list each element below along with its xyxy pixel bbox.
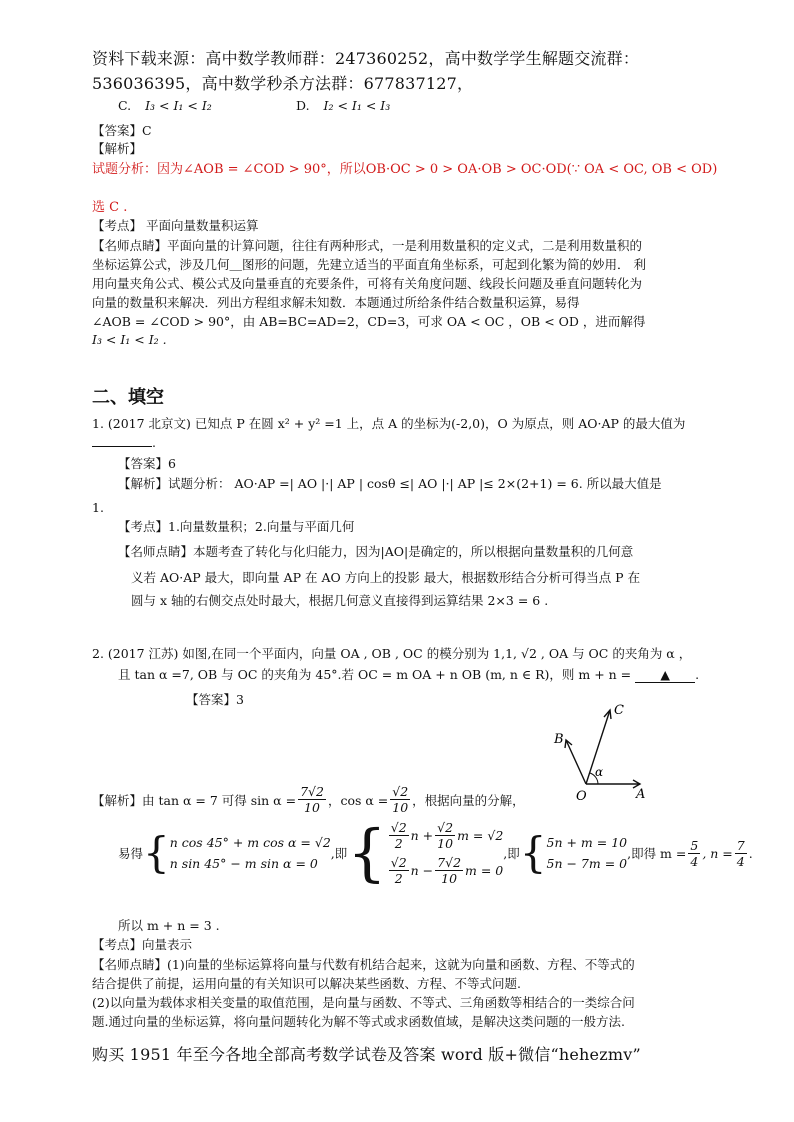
prev-kaodian: 【考点】 平面向量数量积运算	[92, 218, 259, 233]
prev-dianjing-1: 【名师点睛】平面向量的计算问题，往往有两种形式，一是利用数量积的定义式，二是利用数量积的	[92, 238, 643, 253]
sys1-row1: n cos 45° + m cos α = √2	[169, 835, 331, 850]
sys2-r1-f2d: 10	[437, 836, 454, 851]
q2-analysis-line	[92, 784, 525, 815]
system-2	[387, 820, 504, 886]
sys2-r2-end: m = 0	[465, 863, 504, 878]
sys2-r1-frac1	[389, 820, 409, 851]
prev-analysis-tag: 【解析】	[92, 141, 143, 156]
prev-answer: 【答案】C	[92, 123, 152, 138]
q2-answer: 【答案】3	[186, 692, 244, 707]
sys2-r2-f1n: √2	[390, 855, 407, 870]
sys3-row1: 5n + m = 10	[546, 835, 628, 850]
option-d-text: I₂ < I₁ < I₃	[323, 98, 391, 113]
q1-dianjing-3: 圆与 x 轴的右侧交点处时最大，根据几何意义直接得到运算结果 2×3 = 6 .	[131, 593, 549, 608]
sys2-r1-f1n: √2	[390, 820, 407, 835]
q2-analysis-b: ，cos α =	[327, 792, 389, 808]
option-c-text: I₃ < I₁ < I₂	[145, 98, 212, 113]
q1-stem: 1. (2017 北京文) 已知点 P 在圆 x² + y² =1 上，点 A 的坐标为(-2,0)，O 为原点，则 AO·AP 的最大值为	[92, 416, 686, 431]
brace-1: {	[143, 828, 170, 877]
q2-dianjing-2: 结合提供了前提，运用向量的有关知识可以解决某些函数、方程、不等式问题.	[92, 976, 521, 991]
q1-dianjing-1: 【名师点睛】本题考查了转化与化归能力，因为|AO|是确定的，所以根据向量数量积的几何意	[118, 544, 634, 559]
m-num: 5	[690, 837, 699, 853]
ji-2: ,即	[503, 846, 520, 861]
label-a: A	[636, 787, 646, 802]
sys2-r2-mid: n −	[410, 863, 434, 878]
vector-ob	[566, 740, 586, 784]
q2-analysis-c: ，根据向量的分解，	[412, 792, 525, 808]
q2-dianjing-3: (2)以向量为载体求相关变量的取值范围，是向量与函数、不等式、三角函数等相结合的一类综合问	[92, 995, 635, 1010]
footer-text: 购买 1951 年至今各地全部高考数学试卷及答案 word 版+微信“hehezmv”	[92, 1045, 641, 1064]
cos-frac	[390, 784, 410, 815]
q2-dianjing-4: 题.通过向量的坐标运算，将向量问题转化为解不等式或求函数值域，是解决这类问题的一般方法.	[92, 1014, 625, 1029]
q1-dianjing-2: 义若 AO·AP 最大，即向量 AP 在 AO 方向上的投影 最大，根据数形结合分析可得当点 P 在	[131, 570, 641, 585]
n-num: 7	[736, 837, 745, 853]
sys3-row2: 5n − 7m = 0	[546, 856, 628, 871]
sys2-r2-f2d: 10	[441, 871, 458, 886]
sys1-row2: n sin 45° − m sin α = 0	[169, 856, 318, 871]
q2-result: 所以 m + n = 3 .	[118, 918, 220, 933]
n-den: 4	[736, 853, 745, 869]
end-dot: .	[748, 845, 753, 861]
brace-2: {	[347, 816, 387, 889]
header-line-2: 536036395，高中数学秒杀方法群：677837127，	[92, 74, 474, 93]
label-b: B	[554, 732, 564, 747]
prev-dianjing-6: I₃ < I₁ < I₂ .	[92, 332, 167, 347]
option-c-letter: C.	[118, 98, 132, 113]
label-alpha: α	[595, 765, 604, 779]
sys2-r1-f2n: √2	[437, 820, 454, 835]
prev-dianjing-3: 用向量夹角公式、模公式及向量垂直的充要条件，可将有关角度问题、线段长问题及垂直问题转化为	[92, 276, 643, 291]
q2-stem-2-text: 且 tan α =7, OB 与 OC 的夹角为 45°.若 OC = m OA + n OB (m, n ∈ R)，则 m + n =	[118, 667, 632, 682]
sys2-r1-frac2	[435, 820, 455, 851]
sys2-r2-f1d: 2	[394, 871, 403, 886]
q1-analysis-cont: 1.	[92, 500, 104, 515]
cos-den: 10	[392, 800, 409, 815]
sin-den: 10	[304, 800, 320, 815]
option-c	[118, 98, 212, 113]
ji-2-result: ,即得 m =	[627, 846, 687, 861]
system-1	[170, 835, 331, 871]
q1-blank-end: .	[152, 435, 156, 450]
vector-figure	[540, 696, 660, 806]
sys2-r2-frac2	[435, 855, 463, 886]
n-frac	[735, 838, 747, 869]
q2-stem-1: 2. (2017 江苏) 如图,在同一个平面内，向量 OA , OB , OC 的模分别为 1,1, √2 , OA 与 OC 的夹角为 α ，	[92, 646, 692, 661]
q1-answer: 【答案】6	[118, 456, 176, 471]
q2-kaodian: 【考点】向量表示	[92, 937, 193, 952]
sys2-row2	[387, 855, 504, 886]
header-line-1: 资料下载来源：高中数学教师群：247360252，高中数学学生解题交流群：	[92, 49, 640, 68]
option-d	[296, 98, 390, 113]
label-c: C	[614, 703, 624, 718]
q2-answer-blank	[635, 667, 695, 683]
q2-dianjing-1: 【名师点睛】(1)向量的坐标运算将向量与代数有机结合起来，这就为向量和函数、方程、不等式的	[92, 957, 635, 972]
sys2-r2-f2n: 7√2	[437, 855, 462, 870]
prev-dianjing-5: ∠AOB = ∠COD > 90°，由 AB=BC=AD=2，CD=3，可求 OA < OC ，OB < OD ，进而解得	[92, 314, 646, 329]
sys2-row1	[387, 820, 504, 851]
sin-frac	[298, 784, 326, 815]
prev-dianjing-2: 坐标运算公式，涉及几何＿图形的问题，先建立适当的平面直角坐标系，可起到化繁为简的妙用． 利	[92, 257, 646, 272]
q2-stem-mark: ▲	[660, 667, 670, 682]
q1-answer-blank	[92, 446, 152, 447]
m-den: 4	[690, 853, 699, 869]
sys2-r1-end: m = √2	[457, 828, 504, 843]
system-3	[547, 835, 628, 871]
m-frac	[688, 838, 700, 869]
sys2-r2-frac1	[389, 855, 409, 886]
brace-3: {	[519, 828, 547, 877]
q1-kaodian: 【考点】1.向量数量积；2.向量与平面几何	[118, 519, 355, 534]
prev-analysis-red: 试题分析：因为∠AOB = ∠COD > 90°，所以OB·OC > 0 > OA·OB > OC·OD(∵ OA < OC, OB < OD)	[92, 162, 718, 177]
prev-choose: 选 C .	[92, 200, 128, 215]
label-o: O	[576, 789, 587, 804]
section-title: 二、填空	[92, 387, 164, 408]
q2-stem-2: 且 tan α =7, OB 与 OC 的夹角为 45°.若 OC = m OA + n OB (m, n ∈ R)，则 m + n = ▲ .	[118, 667, 700, 682]
q1-blank	[92, 435, 156, 450]
yide: 易得	[118, 846, 144, 861]
cos-num: √2	[392, 784, 409, 799]
prev-dianjing-4: 向量的数量积来解决．列出方程组求解未知数．本题通过所给条件结合数量积运算，易得	[92, 295, 580, 310]
sin-num: 7√2	[300, 784, 324, 799]
sys2-r1-mid: n +	[410, 828, 434, 843]
q1-analysis: 【解析】试题分析： AO·AP =| AO |·| AP | cosθ ≤| AO |·| AP |≤ 2×(2+1) = 6. 所以最大值是	[118, 476, 662, 491]
q2-analysis-a: 【解析】由 tan α = 7 可得 sin α =	[92, 792, 297, 808]
ji-1: ,即	[330, 846, 348, 861]
n-pre: , n =	[702, 845, 733, 861]
option-d-letter: D.	[296, 98, 310, 113]
sys2-r1-f1d: 2	[394, 836, 403, 851]
q2-systems	[118, 816, 753, 889]
